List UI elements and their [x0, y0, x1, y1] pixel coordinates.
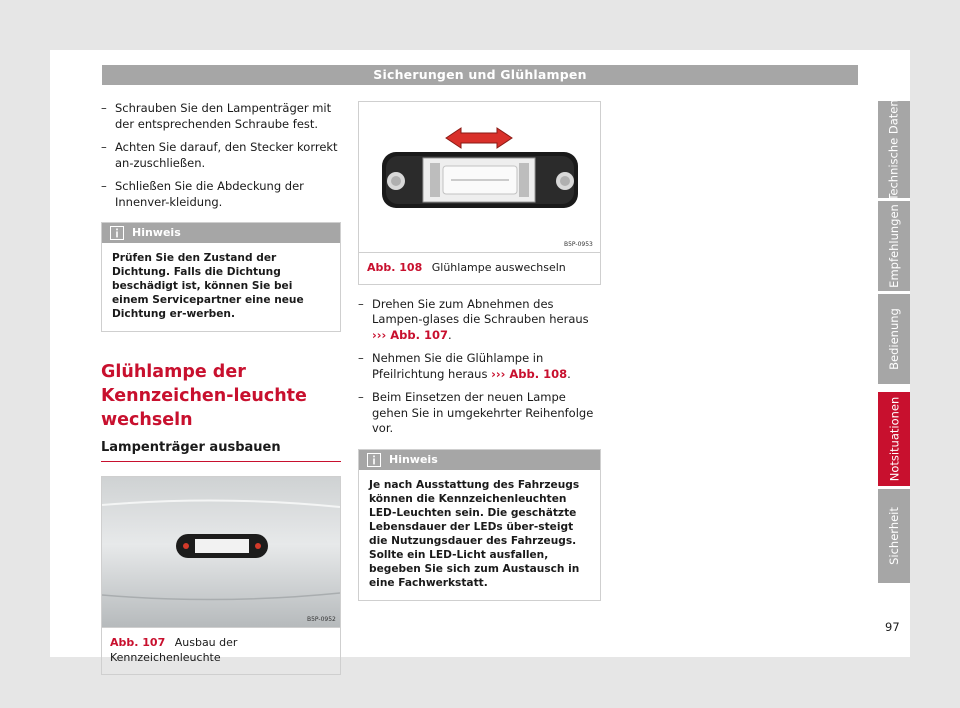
hint-box — [101, 222, 341, 332]
figure-caption-text: Ausbau der Kennzeichenleuchte — [110, 635, 238, 664]
figure-107 — [101, 476, 341, 675]
figure-number: Abb. 108 — [367, 261, 423, 274]
figure-reference-link[interactable]: ››› Abb. 108 — [491, 366, 568, 381]
list-item — [358, 351, 601, 382]
page-number: 97 — [885, 620, 900, 634]
hint-text: Prüfen Sie den Zustand der Dichtung. Falls die Dichtung beschädigt ist, können Sie bei einem Servicepartner eine neue Dichtung er-werben. — [112, 252, 304, 320]
middle-column — [358, 101, 601, 601]
figure-number: Abb. 107 — [110, 635, 166, 649]
hint-title: Hinweis — [389, 452, 438, 466]
figure-108 — [358, 101, 601, 285]
license-plate-light-illustration — [102, 477, 340, 627]
list-item: – Schließen Sie die Abdeckung der Innenver-kleidung. — [101, 179, 341, 210]
tab-label: Bedienung — [887, 308, 902, 370]
step-end: . — [447, 327, 452, 342]
figure-code: B5P-0953 — [564, 241, 593, 248]
list-item — [358, 390, 601, 437]
bulb-replacement-illustration — [359, 102, 600, 252]
info-icon — [367, 453, 381, 467]
list-item: – Schrauben Sie den Lampenträger mit der entsprechenden Schraube fest. — [101, 101, 341, 132]
step-text: Nehmen Sie die Glühlampe in Pfeilrichtung heraus — [372, 351, 544, 381]
tab-bedienung[interactable] — [878, 294, 910, 384]
figure-reference-link[interactable]: ››› Abb. 107 — [372, 327, 448, 342]
step-text: Beim Einsetzen der neuen Lampe gehen Sie in umgekehrter Reihenfolge vor. — [372, 390, 594, 435]
subsection-title: Lampenträger ausbauen — [101, 440, 341, 462]
instruction-list — [101, 101, 341, 210]
hint-header — [359, 450, 600, 470]
chapter-header: Sicherungen und Glühlampen — [102, 65, 858, 85]
left-column — [101, 101, 341, 675]
hint-title: Hinweis — [132, 226, 181, 239]
hint-box — [358, 449, 601, 601]
figure-code: B5P-0952 — [307, 615, 336, 623]
hint-text: Je nach Ausstattung des Fahrzeugs können die Kennzeichenleuchten LED-Leuchten sein. Die geschätzte Lebensdauer der LEDs über-steigt die Nutzungsdauer des Fahrzeugs. Sollte ein LED-Licht ausfallen, begeben Sie sich zum Austausch in eine Fachwerkstatt. — [369, 478, 580, 589]
tab-sicherheit[interactable] — [878, 489, 910, 583]
list-item — [358, 297, 601, 344]
info-icon — [110, 226, 124, 240]
hint-header — [102, 223, 340, 243]
tab-label: Empfehlungen — [887, 204, 901, 288]
figure-caption — [102, 627, 340, 674]
tab-label: Notsituationen — [887, 396, 902, 482]
section-title: Glühlampe der Kennzeichen-leuchte wechseln — [101, 362, 307, 430]
tab-notsituationen[interactable] — [878, 392, 910, 486]
list-item: – Achten Sie darauf, den Stecker korrekt an-zuschließen. — [101, 140, 341, 171]
step-list — [358, 297, 601, 437]
tab-label: Sicherheit — [887, 507, 901, 565]
manual-page — [50, 50, 910, 664]
tab-empfehlungen[interactable] — [878, 201, 910, 291]
tab-technische-daten[interactable] — [878, 98, 910, 201]
figure-caption — [359, 252, 600, 284]
tab-label: Technische Daten — [887, 98, 902, 201]
step-end: . — [567, 366, 571, 381]
figure-caption-text: Glühlampe auswechseln — [431, 261, 566, 274]
step-text: Drehen Sie zum Abnehmen des Lampen-glases die Schrauben heraus — [372, 296, 589, 326]
